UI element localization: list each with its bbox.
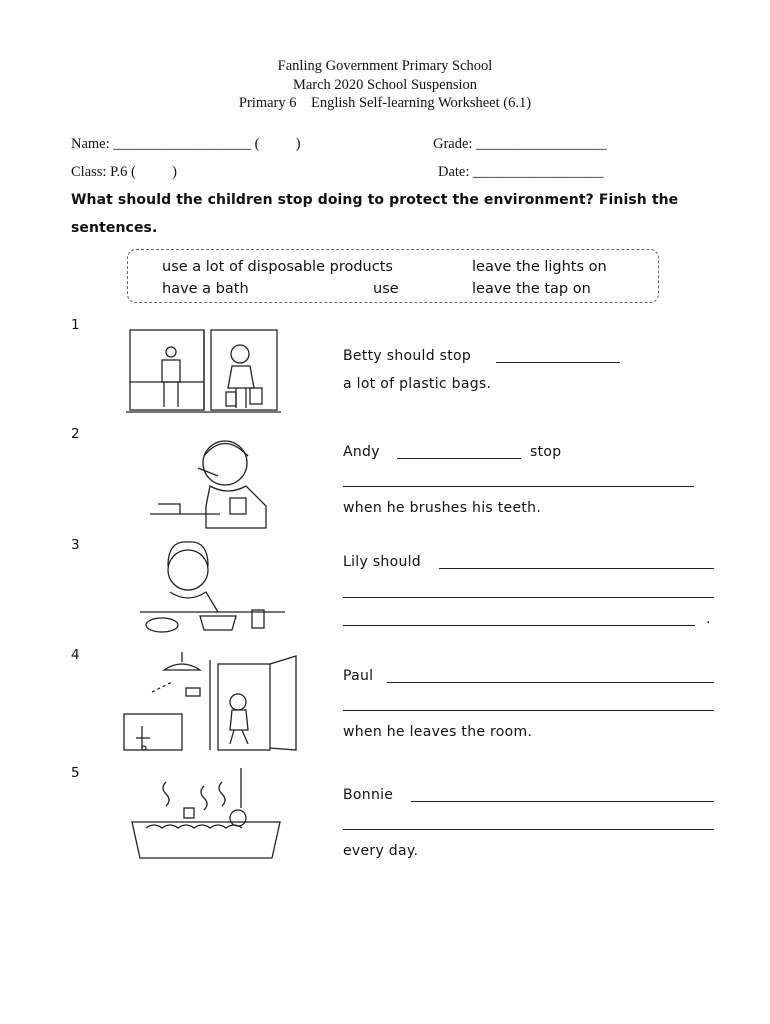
school-name: Fanling Government Primary School [277, 58, 493, 74]
girl-eating-takeaway-illustration [140, 540, 285, 638]
item-4-prompt: Paul [343, 668, 374, 684]
item-number: 3 [71, 537, 80, 553]
date-field[interactable]: Date: __________________ [438, 164, 604, 180]
question-line-2: sentences. [71, 220, 158, 236]
word-option: leave the lights on [472, 259, 607, 275]
word-option: have a bath [162, 281, 249, 297]
item-2-ending: when he brushes his teeth. [343, 500, 542, 516]
item-3-prompt: Lily should [343, 554, 421, 570]
item-1-prompt: Betty should stop [343, 348, 472, 364]
grade-field[interactable]: Grade: __________________ [433, 136, 607, 152]
answer-blank[interactable] [343, 597, 714, 598]
notice-title: March 2020 School Suspension [292, 77, 478, 93]
item-number: 4 [71, 647, 80, 663]
item-2-prompt: Andy [343, 444, 380, 460]
answer-blank[interactable] [343, 710, 714, 711]
answer-blank[interactable] [397, 458, 521, 459]
item-number: 1 [71, 317, 80, 333]
girl-with-shopping-bags-illustration [126, 322, 281, 417]
answer-blank[interactable] [387, 682, 714, 683]
item-number: 2 [71, 426, 80, 442]
question-line-1: What should the children stop doing to protect the environment? Finish the [71, 192, 679, 208]
answer-blank[interactable] [411, 801, 714, 802]
answer-blank[interactable] [439, 568, 714, 569]
answer-blank[interactable] [343, 486, 694, 487]
item-number: 5 [71, 765, 80, 781]
word-option: use [373, 281, 399, 297]
item-3-period: . [706, 611, 711, 627]
item-1-ending: a lot of plastic bags. [343, 376, 492, 392]
item-2-modal: stop [530, 444, 562, 460]
item-5-ending: every day. [343, 843, 419, 859]
word-option: leave the tap on [472, 281, 591, 297]
answer-blank[interactable] [343, 829, 714, 830]
boy-brushing-teeth-illustration [140, 428, 280, 530]
answer-blank[interactable] [496, 362, 620, 363]
answer-blank[interactable] [343, 625, 695, 626]
item-4-ending: when he leaves the room. [343, 724, 533, 740]
class-field[interactable]: Class: P.6 ( ) [71, 164, 177, 180]
worksheet-title: Primary 6 English Self-learning Worksheet (6.1) [238, 95, 532, 111]
girl-in-bath-illustration [126, 768, 286, 866]
word-option: use a lot of disposable products [162, 259, 393, 275]
boy-leaving-room-illustration [122, 652, 300, 754]
name-field[interactable]: Name: ___________________ ( ) [71, 136, 301, 152]
item-5-prompt: Bonnie [343, 787, 394, 803]
